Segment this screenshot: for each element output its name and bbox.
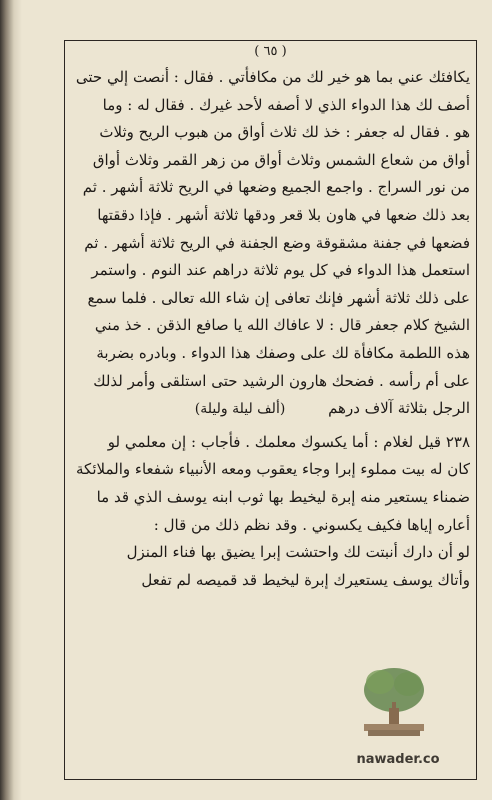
text-line: على أم رأسه . فضحك هارون الرشيد حتى استلقى وأمر لذلك: [93, 371, 470, 390]
text-line-with-source: [72, 395, 470, 423]
text-line: استعمل هذا الدواء في كل يوم ثلاثة دراهم عند النوم . واستمر: [91, 261, 470, 280]
text-line: هو . فقال له جعفر : خذ لك ثلاث أواق من هبوب الريح وثلاث: [99, 123, 470, 142]
text-line: ضمناء يستعير منه إبرة ليخيط بها ثوب ابنه يوسف الذي قد ما: [96, 487, 470, 506]
text-line: الشيخ كلام جعفر قال : لا عافاك الله يا صافع الذقن . خذ مني: [94, 316, 470, 335]
text-line: يكافئك عني بما هو خير لك من مكافأتي . فقال : أنصت إلي حتى: [75, 68, 470, 86]
page-number: ( ٦٥ ): [254, 44, 287, 59]
text-line: أصف لك هذا الدواء الذي لا أصفه لأحد غيرك . فقال له : وما: [102, 95, 470, 114]
watermark-text: nawader.co: [356, 752, 440, 767]
poem-verse: وأتاك يوسف يستعيرك إبرة ليخيط قد قميصه لم تفعل: [141, 570, 470, 589]
text-line: أواق من شعاع الشمس وثلاث أواق من زهر القمر وثلاث أواق: [92, 150, 470, 169]
text-line: على ذلك ثلاثة أشهر فإنك تعافى إن شاء الله تعالى . فلما سمع: [87, 288, 470, 307]
page-text-block: [72, 64, 470, 594]
text-line-fragment: الرجل بثلاثة آلاف درهم: [328, 399, 470, 418]
source-note: (ألف ليلة وليلة): [194, 401, 286, 418]
text-line: ٢٣٨ قيل لغلام : أما يكسوك معلمك . فأجاب : إن معلمي لو: [107, 432, 470, 451]
poem-verse: لو أن دارك أنبتت لك واحتشت إبرا يضيق بها فناء المنزل: [126, 543, 470, 562]
text-line: من نور السراج . واجمع الجميع وضعها في الريح ثلاثة أشهر . ثم: [82, 178, 470, 197]
book-page-edge: [0, 0, 22, 800]
text-line: كان له بيت مملوء إبرا وجاء يعقوب ومعه الأنبياء شفعاء والملائكة: [76, 460, 470, 479]
text-line: بعد ذلك ضعها في هاون بلا قعر ودقها ثلاثة أشهر . فإذا دققتها: [97, 205, 470, 224]
text-line: فضعها في جفنة مشقوقة وضع الجفنة في الريح ثلاثة أشهر . ثم: [84, 233, 470, 252]
text-line: أعاره إياها فكيف يكسوني . وقد نظم ذلك من قال :: [153, 515, 470, 534]
text-line: هذه اللطمة مكافأة لك على وصفك هذا الدواء . وبادره بضربة: [96, 343, 470, 362]
tree-watermark-icon: [354, 662, 434, 740]
